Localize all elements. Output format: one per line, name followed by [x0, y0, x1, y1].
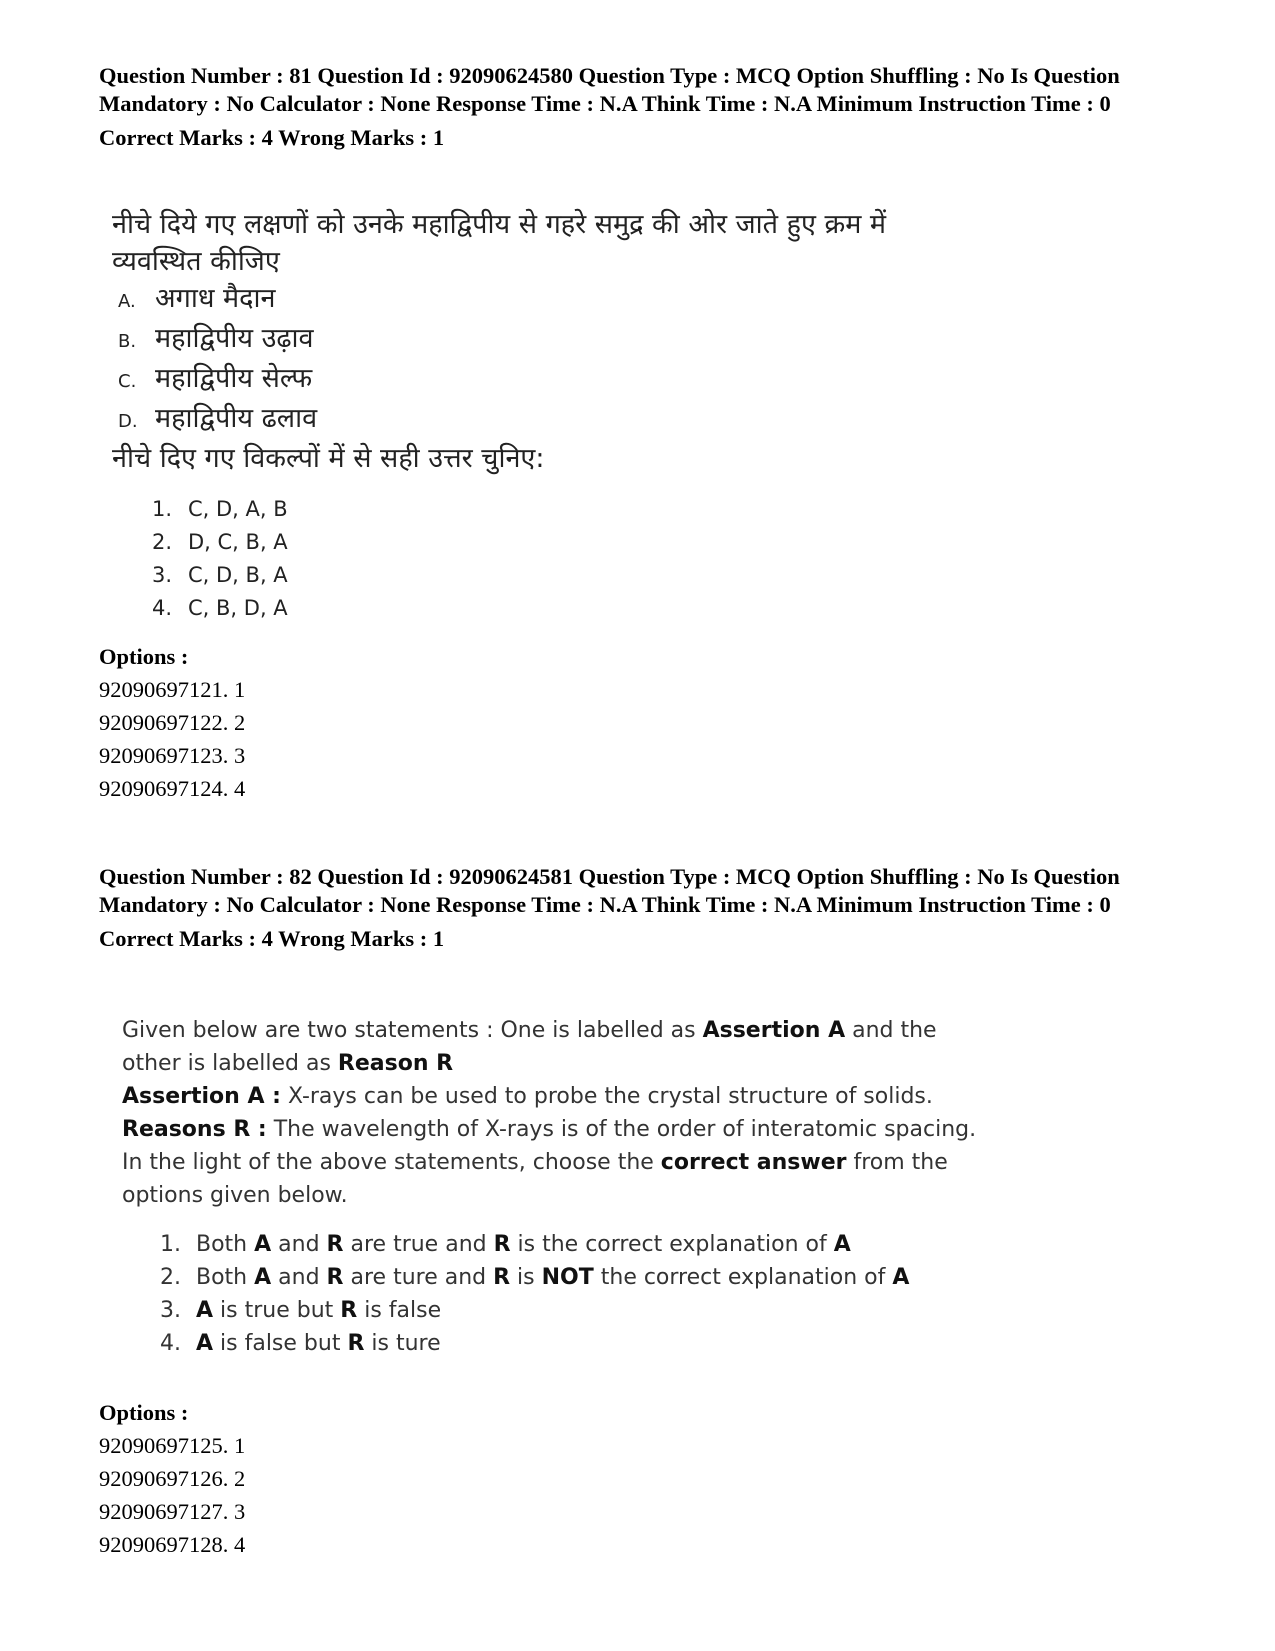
statement-text: महाद्विपीय ढलाव: [155, 403, 318, 434]
instruction-text: from the options given below.: [122, 1150, 948, 1208]
choice-text: C, D, B, A: [188, 563, 288, 587]
statement-letter: A.: [118, 291, 136, 312]
option-item: 92090697122. 2: [99, 710, 246, 735]
choice-item: [160, 1228, 982, 1261]
choice-number: 2.: [152, 530, 173, 554]
assertion-label: Assertion A :: [122, 1084, 281, 1109]
option-item: 92090697126. 2: [99, 1466, 246, 1491]
choice-number: 1.: [160, 1232, 181, 1257]
instruction-text: In the light of the above statements, choose the: [122, 1150, 661, 1175]
choice-text: D, C, B, A: [188, 530, 288, 554]
choice-number: 4.: [160, 1331, 181, 1356]
statement-b: [118, 320, 942, 360]
question-81-choices: [152, 493, 942, 625]
question-81-options: [99, 640, 245, 805]
question-81-prompt: नीचे दिये गए लक्षणों को उनके महाद्विपीय से गहरे समुद्र की ओर जाते हुए क्रम में व्यवस्थित कीजिए: [112, 209, 887, 277]
choice-text: C, D, A, B: [188, 497, 288, 521]
statement-letter: D.: [118, 411, 138, 432]
statement-d: [118, 400, 942, 440]
choice-number: 3.: [160, 1298, 181, 1323]
choice-text: Both A and R are ture and R is NOT the correct explanation of A: [196, 1265, 910, 1290]
question-81-marks: Correct Marks : 4 Wrong Marks : 1: [99, 125, 445, 150]
choice-number: 1.: [152, 497, 173, 521]
intro-bold: Reason R: [337, 1051, 454, 1076]
choice-item: [160, 1261, 982, 1294]
options-title: Options :: [99, 644, 189, 669]
choice-item: [152, 559, 942, 592]
intro-text: Given below are two statements : One is labelled as: [122, 1018, 703, 1043]
choice-number: 4.: [152, 596, 173, 620]
question-81-header-block: [99, 62, 1159, 152]
option-item: 92090697124. 4: [99, 776, 246, 801]
option-item: 92090697128. 4: [99, 1532, 246, 1557]
statement-letter: B.: [118, 331, 137, 352]
option-item: 92090697121. 1: [99, 677, 246, 702]
question-82-options: [99, 1396, 245, 1561]
statement-text: महाद्विपीय सेल्फ: [155, 363, 313, 394]
question-82-marks: Correct Marks : 4 Wrong Marks : 1: [99, 926, 445, 951]
reason-statement: [122, 1113, 982, 1146]
choice-text: Both A and R are true and R is the correct explanation of A: [196, 1232, 851, 1257]
assertion-text: X-rays can be used to probe the crystal structure of solids.: [280, 1084, 933, 1109]
reason-text: The wavelength of X-rays is of the order of interatomic spacing.: [266, 1117, 977, 1142]
choice-item: [152, 493, 942, 526]
statement-c: [118, 360, 942, 400]
statement-text: अगाध मैदान: [155, 283, 276, 314]
choice-text: A is true but R is false: [196, 1298, 442, 1323]
choice-number: 3.: [152, 563, 173, 587]
assertion-statement: [122, 1080, 982, 1113]
choice-number: 2.: [160, 1265, 181, 1290]
statement-letter: C.: [118, 371, 137, 392]
option-item: 92090697127. 3: [99, 1499, 246, 1524]
choice-text: A is false but R is ture: [196, 1331, 441, 1356]
question-82-header-block: [99, 863, 1159, 953]
intro-bold: Assertion A: [702, 1018, 846, 1043]
choice-text: C, B, D, A: [188, 596, 288, 620]
choice-item: [160, 1294, 982, 1327]
question-81-header: Question Number : 81 Question Id : 92090624580 Question Type : MCQ Option Shuffling : No Is Question Mandatory : No Calculator : None Response Time : N.A Think Time : N.A Minimum Instruction Time : 0: [99, 63, 1120, 116]
question-82-header: Question Number : 82 Question Id : 92090624581 Question Type : MCQ Option Shuffling : No Is Question Mandatory : No Calculator : None Response Time : N.A Think Time : N.A Minimum Instruction Time : 0: [99, 864, 1120, 917]
option-item: 92090697123. 3: [99, 743, 246, 768]
question-82-choices: [160, 1228, 982, 1360]
question-82-instruction: [122, 1146, 982, 1212]
choice-item: [152, 592, 942, 625]
statement-a: [118, 280, 942, 320]
intro-text: and the other is labelled as: [122, 1018, 937, 1076]
instruction-bold: correct answer: [660, 1150, 847, 1175]
reason-label: Reasons R :: [122, 1117, 267, 1142]
options-title: Options :: [99, 1400, 189, 1425]
question-82-intro: [122, 1014, 982, 1080]
statement-text: महाद्विपीय उढ़ाव: [155, 323, 314, 354]
question-81-instruction: नीचे दिए गए विकल्पों में से सही उत्तर चुनिए:: [112, 443, 545, 474]
choice-item: [160, 1327, 982, 1360]
option-item: 92090697125. 1: [99, 1433, 246, 1458]
question-82-body: [122, 1014, 982, 1360]
choice-item: [152, 526, 942, 559]
question-81-body: [112, 206, 942, 625]
